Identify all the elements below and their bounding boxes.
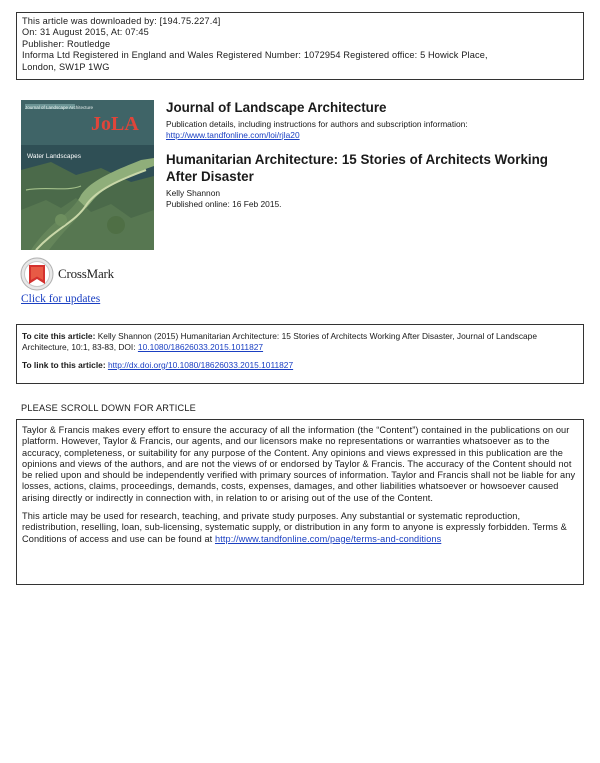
disclaimer-paragraph: Taylor & Francis makes every effort to ensure the accuracy of all the information (the “Content”) contained in the publications on our platform. However, Taylor & Francis, our agents, and our licensors make no representations or warranties whatsoever as to the accuracy, completeness, or suitability for any purpose of the Content. Any opinions and views expressed in this publication are the opinions and views of the authors, and are not the views of or endorsed by Taylor & Francis. The accuracy of the Content should not be relied upon and should be independently verified with primary sources of information. Taylor and Francis shall not be liable for any losses, actions, claims, proceedings, demands, costs, expenses, damages, and other liabilities whatsoever or howsoever caused arising directly or indirectly in connection with, in relation to or arising out of the use of the Content. (22, 425, 576, 503)
cite-label: To cite this article: (22, 331, 96, 341)
download-line: This article was downloaded by: [194.75.227.4] (22, 16, 221, 26)
registration-address: London, SW1P 1WG (22, 61, 110, 72)
publication-details-text: Publication details, including instructions for authors and subscription information: (166, 119, 468, 129)
link-paragraph (22, 360, 578, 371)
click-for-updates-link[interactable]: Click for updates (21, 293, 101, 305)
download-info-box (16, 12, 584, 80)
registration-info: Informa Ltd Registered in England and Wales Registered Number: 1072954 Registered office: 5 Howick Place, (22, 50, 488, 61)
crossmark-badge[interactable] (20, 257, 140, 291)
usage-text: This article may be used for research, teaching, and private study purposes. Any substantial or systematic reproduction, redistribution, reselling, loan, sub-licensing, systematic supply, or distribution in any form to anyone is expressly forbidden. Terms & Conditions of access and use can be found at (22, 511, 567, 544)
citation-box (16, 324, 584, 384)
usage-paragraph (22, 511, 578, 545)
article-meta (166, 188, 281, 209)
cover-subtitle: Water Landscapes (27, 153, 81, 160)
terms-conditions-link[interactable]: http://www.tandfonline.com/page/terms-and-conditions (214, 533, 442, 544)
publisher: Publisher: Routledge (22, 38, 111, 49)
cover-small-text: Journal of Landscape Architecture (25, 105, 94, 110)
crossmark-label: CrossMark (58, 266, 114, 281)
terms-box (16, 419, 584, 585)
crossmark-icon (20, 257, 54, 291)
cite-text: Kelly Shannon (2015) Humanitarian Architecture: 15 Stories of Architects Working After Disaster, Journal of Landscape Architecture, 10:1, 83-83, DOI: (22, 331, 537, 352)
author-name: Kelly Shannon (166, 188, 221, 198)
journal-title: Journal of Landscape Architecture (166, 100, 387, 115)
cite-paragraph (22, 331, 578, 353)
cover-artwork (21, 100, 154, 250)
scroll-down-notice: PLEASE SCROLL DOWN FOR ARTICLE (21, 403, 196, 413)
article-title: Humanitarian Architecture: 15 Stories of Architects Working After Disaster (166, 152, 548, 184)
journal-url-link[interactable]: http://www.tandfonline.com/loi/rjla20 (166, 129, 300, 140)
link-label: To link to this article: (22, 360, 108, 370)
download-date: On: 31 August 2015, At: 07:45 (22, 27, 149, 38)
published-date: Published online: 16 Feb 2015. (166, 198, 282, 209)
cover-logo-text: JoLA (91, 113, 139, 135)
publication-details (166, 119, 468, 140)
article-url-link[interactable]: http://dx.doi.org/10.1080/18626033.2015.1011827 (107, 360, 294, 370)
doi-link[interactable]: 10.1080/18626033.2015.1011827 (137, 342, 264, 352)
journal-cover-image[interactable] (21, 100, 154, 250)
